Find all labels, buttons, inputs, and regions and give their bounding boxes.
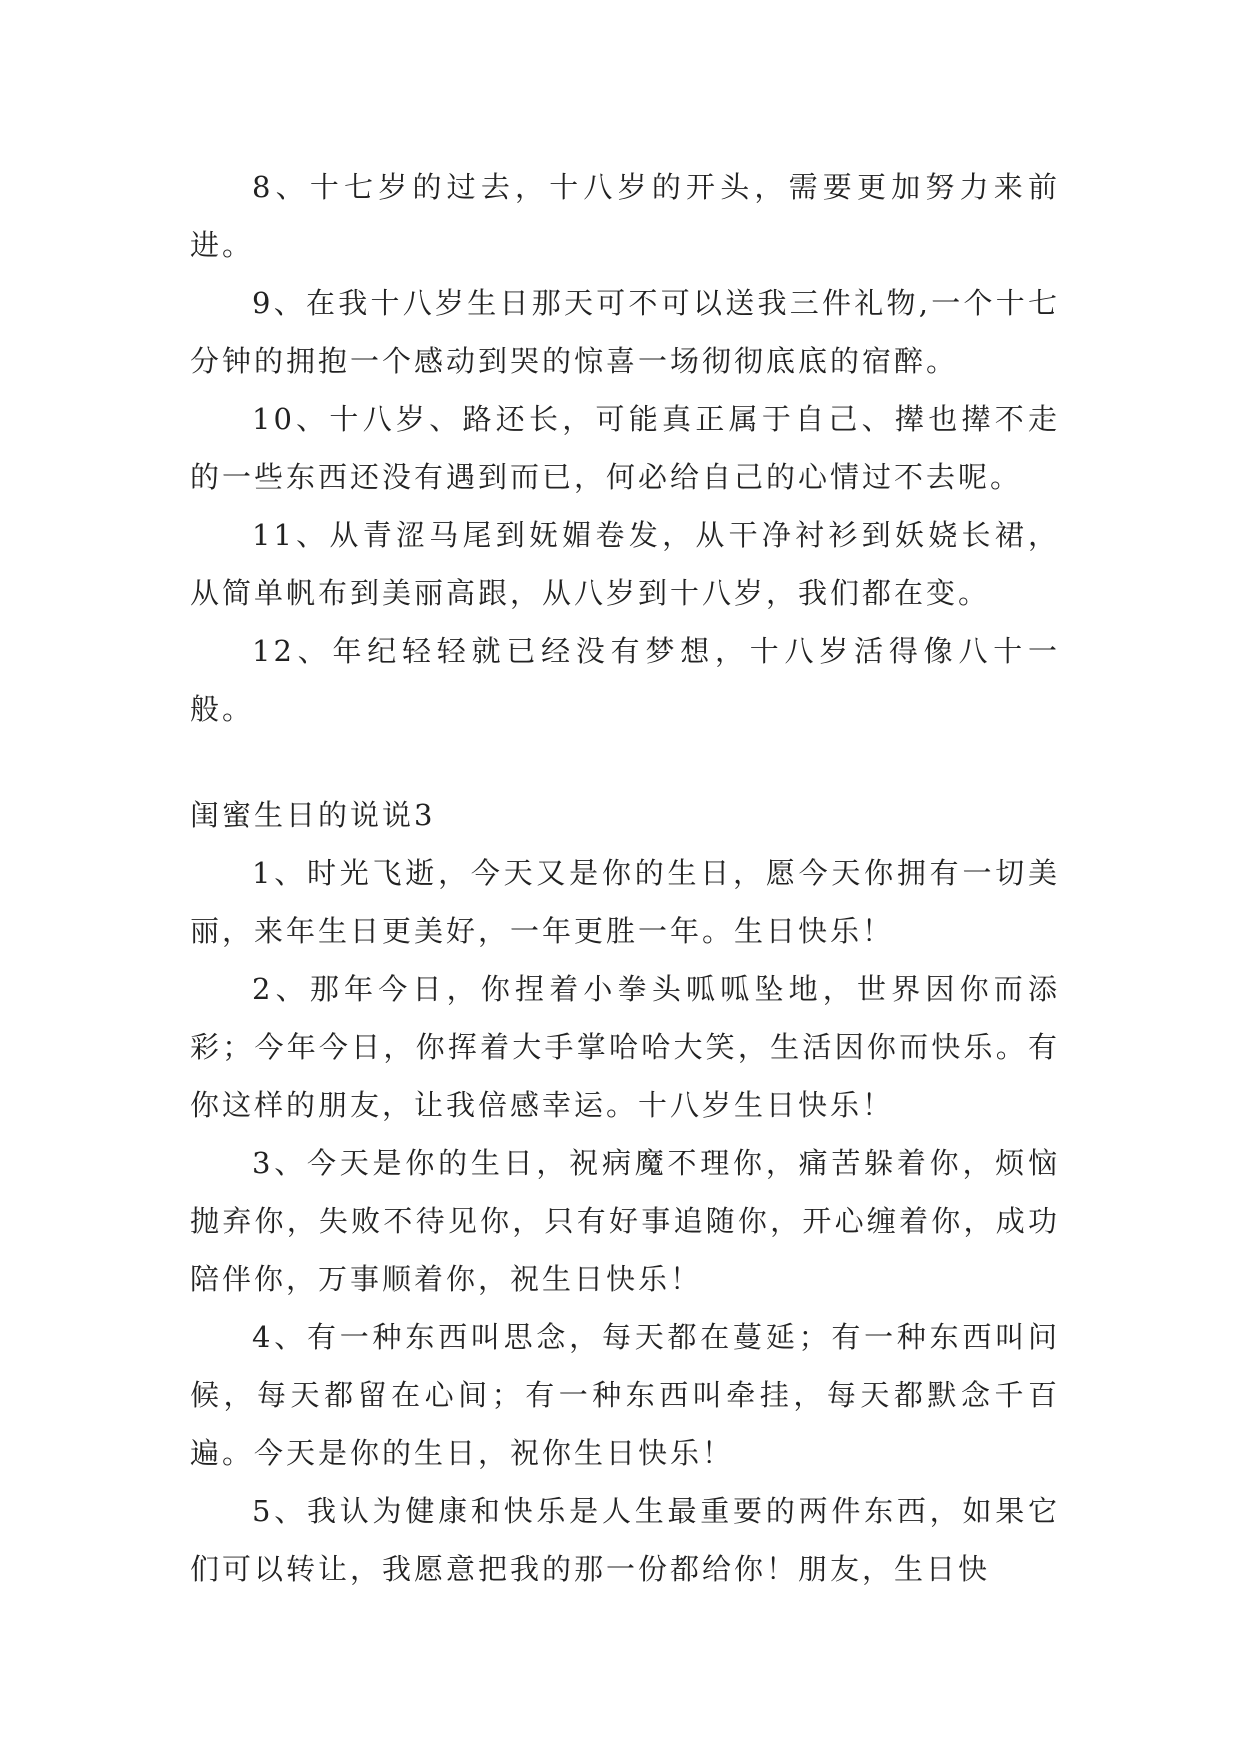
list-item: 4、有一种东西叫思念，每天都在蔓延；有一种东西叫问候，每天都留在心间；有一种东西叫牵挂，每天都默念千百遍。今天是你的生日，祝你生日快乐！ xyxy=(190,1320,1060,1470)
list-item: 5、我认为健康和快乐是人生最重要的两件东西，如果它们可以转让，我愿意把我的那一份都给你！朋友，生日快 xyxy=(190,1494,1060,1586)
document-body xyxy=(190,158,1060,1598)
list-item: 1、时光飞逝，今天又是你的生日，愿今天你拥有一切美丽，来年生日更美好，一年更胜一年。生日快乐！ xyxy=(190,856,1060,948)
list-item: 12、年纪轻轻就已经没有梦想，十八岁活得像八十一般。 xyxy=(190,634,1060,726)
list-item: 8、十七岁的过去，十八岁的开头，需要更加努力来前进。 xyxy=(190,170,1060,262)
list-item: 9、在我十八岁生日那天可不可以送我三件礼物,一个十七分钟的拥抱一个感动到哭的惊喜一场彻彻底底的宿醉。 xyxy=(190,286,1060,378)
list-item: 11、从青涩马尾到妩媚卷发，从干净衬衫到妖娆长裙，从简单帆布到美丽高跟，从八岁到十八岁，我们都在变。 xyxy=(190,518,1060,610)
list-item: 2、那年今日，你捏着小拳头呱呱坠地，世界因你而添彩；今年今日，你挥着大手掌哈哈大笑，生活因你而快乐。有你这样的朋友，让我倍感幸运。十八岁生日快乐！ xyxy=(190,972,1060,1122)
list-item: 10、十八岁、路还长，可能真正属于自己、撵也撵不走的一些东西还没有遇到而已，何必给自己的心情过不去呢。 xyxy=(190,402,1060,494)
section-heading: 闺蜜生日的说说3 xyxy=(190,798,436,832)
list-item: 3、今天是你的生日，祝病魔不理你，痛苦躲着你，烦恼抛弃你，失败不待见你，只有好事追随你，开心缠着你，成功陪伴你，万事顺着你，祝生日快乐！ xyxy=(190,1146,1060,1296)
